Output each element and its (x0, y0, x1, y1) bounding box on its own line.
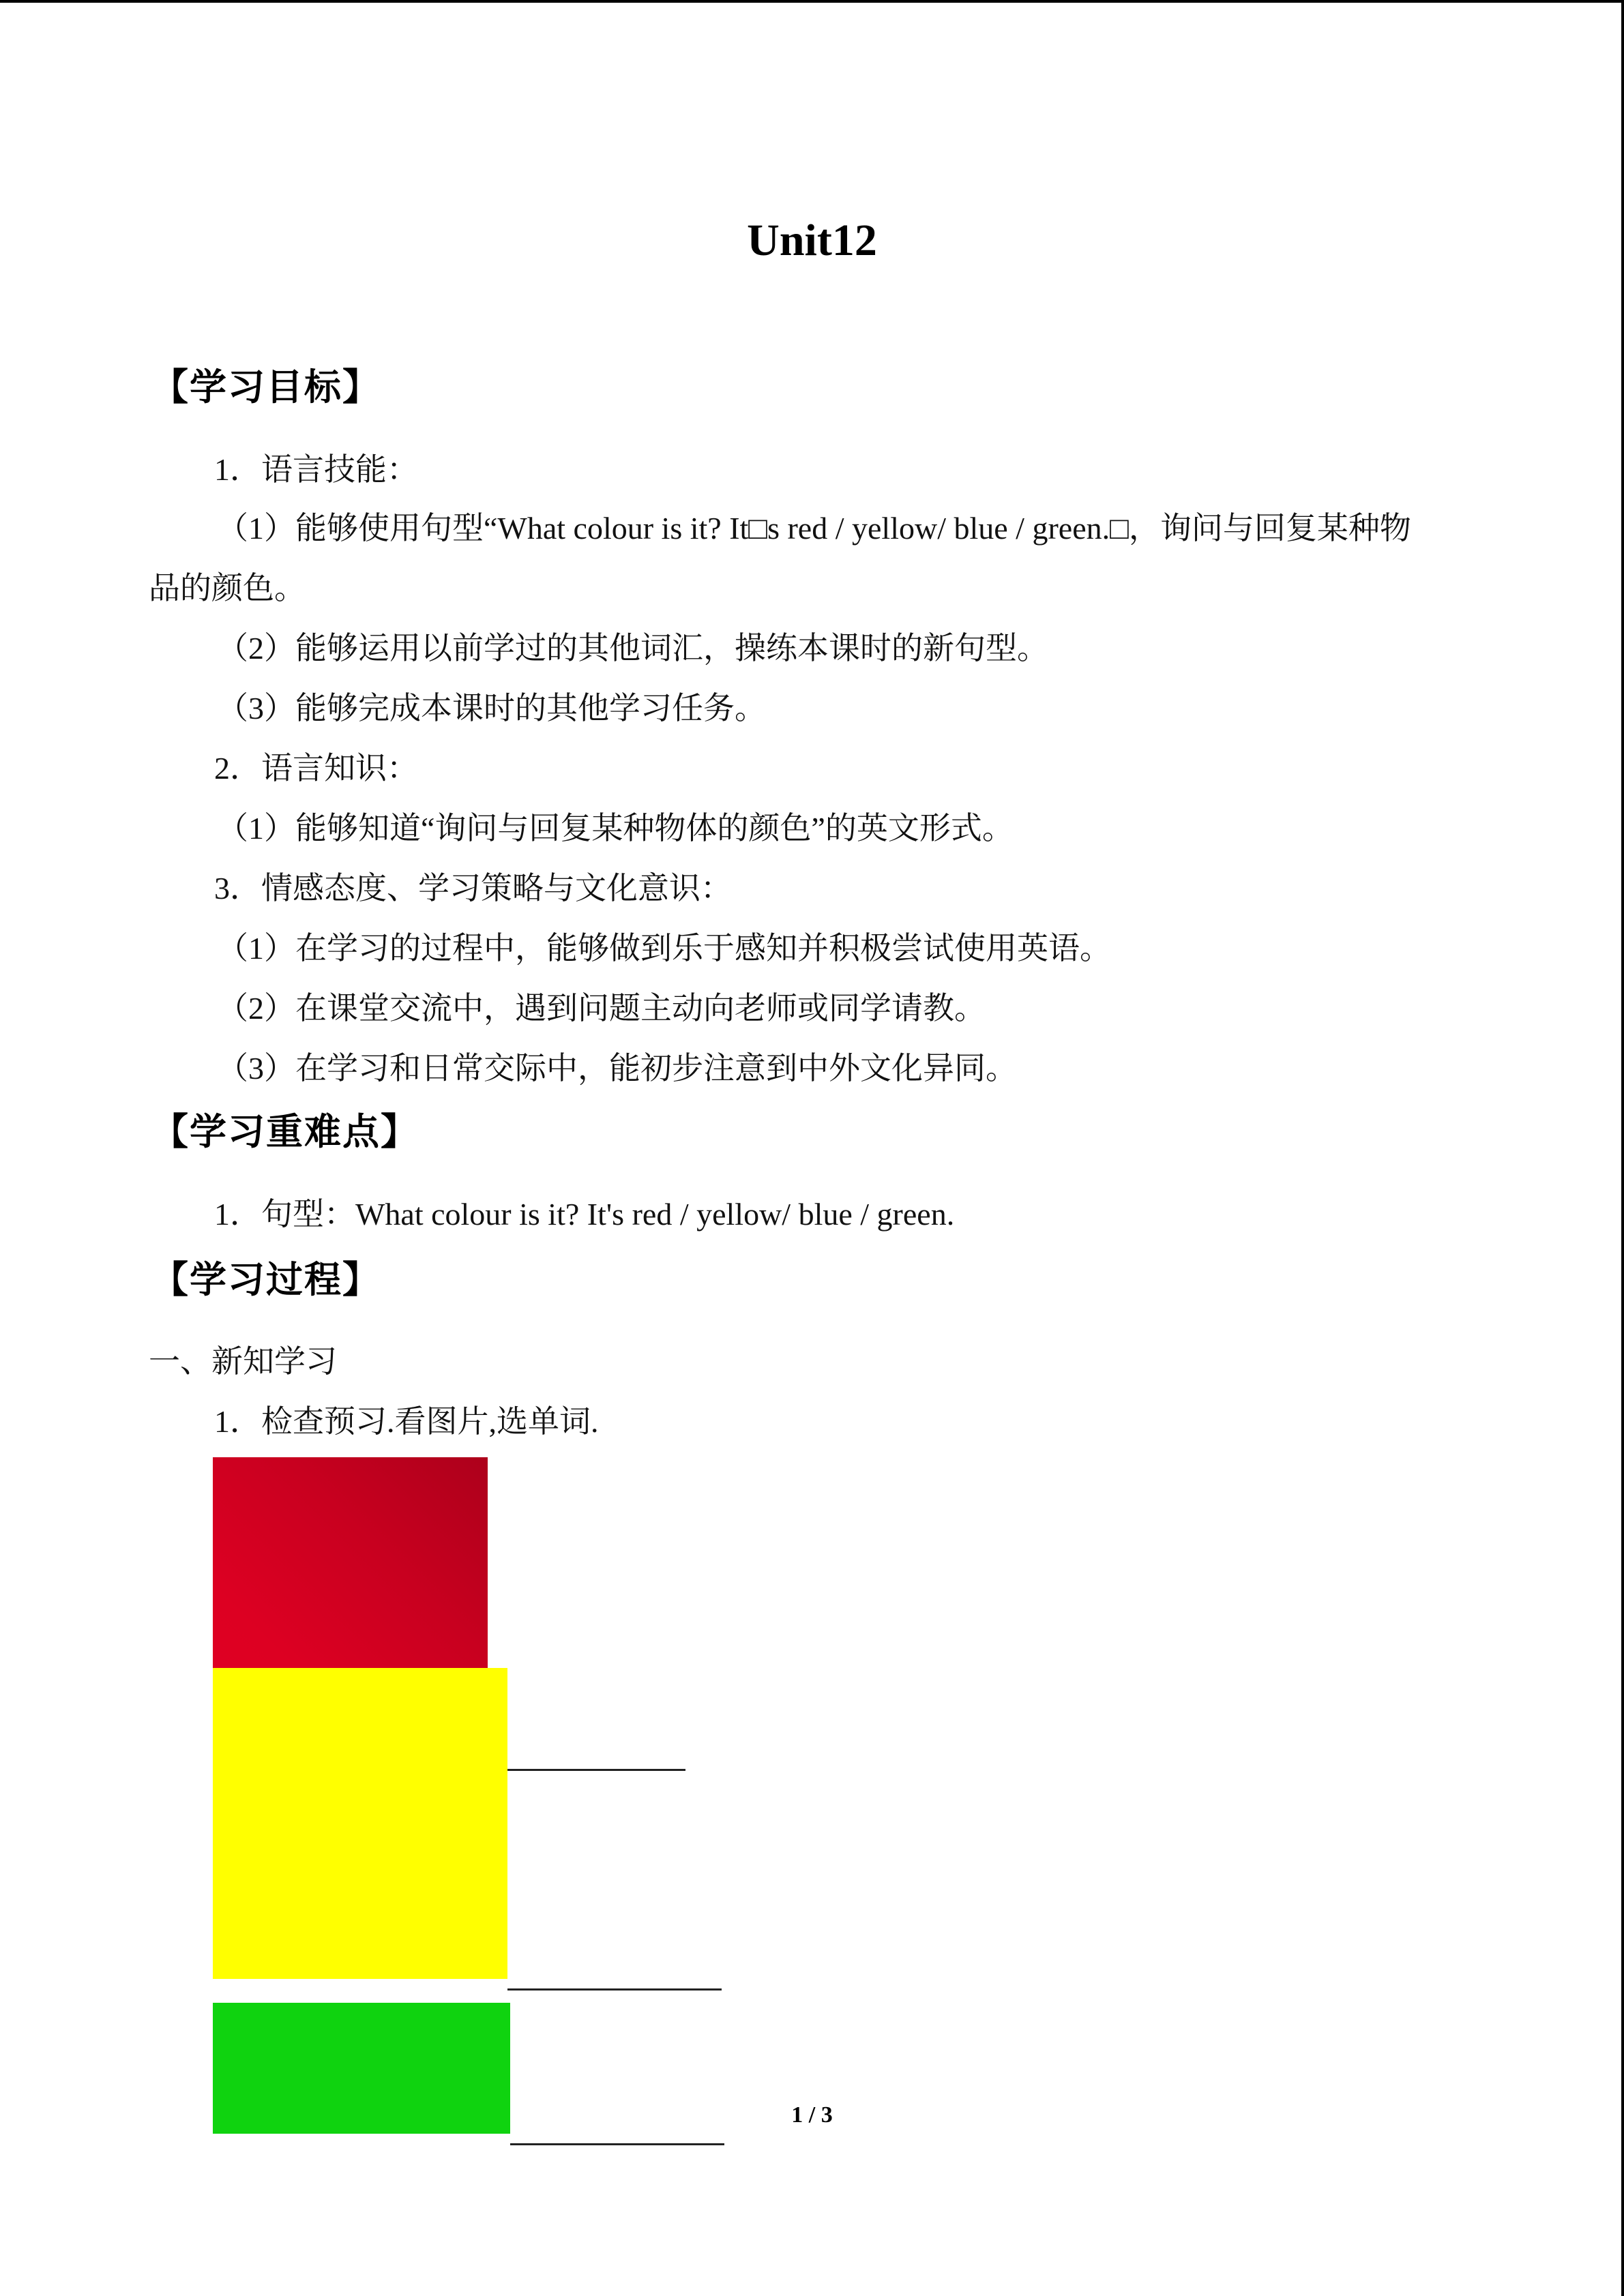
objective-line: （3）能够完成本课时的其他学习任务。 (217, 691, 766, 726)
objective-line: （1）能够知道“询问与回复某种物体的颜色”的英文形式。 (217, 811, 1014, 846)
answer-blank-red[interactable] (488, 1769, 685, 1771)
answer-blank-yellow[interactable] (507, 1988, 722, 1991)
yellow-swatch (213, 1668, 507, 1979)
page-number: 1 / 3 (791, 2102, 833, 2128)
objective-line: 3．情感态度、学习策略与文化意识： (214, 871, 732, 906)
objective-line: （2）在课堂交流中，遇到问题主动向老师或同学请教。 (217, 991, 986, 1026)
process-subheading: 一、新知学习 (149, 1344, 337, 1379)
answer-blank-green[interactable] (510, 2143, 724, 2145)
page-top-border (0, 0, 1624, 3)
heading-process: 【学习过程】 (151, 1258, 381, 1301)
objective-line: （1）能够使用句型“What colour is it? It□s red / yellow/ blue / green.□，询问与回复某种物 (217, 511, 1411, 546)
process-task: 1．检查预习.看图片,选单词. (214, 1404, 599, 1439)
objective-line: 2．语言知识： (214, 751, 418, 786)
objective-line: 1．语言技能： (214, 452, 418, 487)
objective-line: （2）能够运用以前学过的其他词汇，操练本课时的新句型。 (217, 631, 1048, 666)
heading-key-points: 【学习重难点】 (151, 1110, 419, 1153)
objective-line: （3）在学习和日常交际中，能初步注意到中外文化异同。 (217, 1051, 1017, 1086)
page-right-border (1621, 0, 1624, 2296)
key-point-line: 1．句型：What colour is it? It's red / yellow/ blue / green. (214, 1197, 955, 1232)
heading-objectives: 【学习目标】 (151, 366, 381, 408)
objective-line: 品的颜色。 (149, 571, 306, 606)
document-title: Unit12 (747, 215, 877, 265)
objective-line: （1）在学习的过程中，能够做到乐于感知并积极尝试使用英语。 (217, 931, 1111, 966)
